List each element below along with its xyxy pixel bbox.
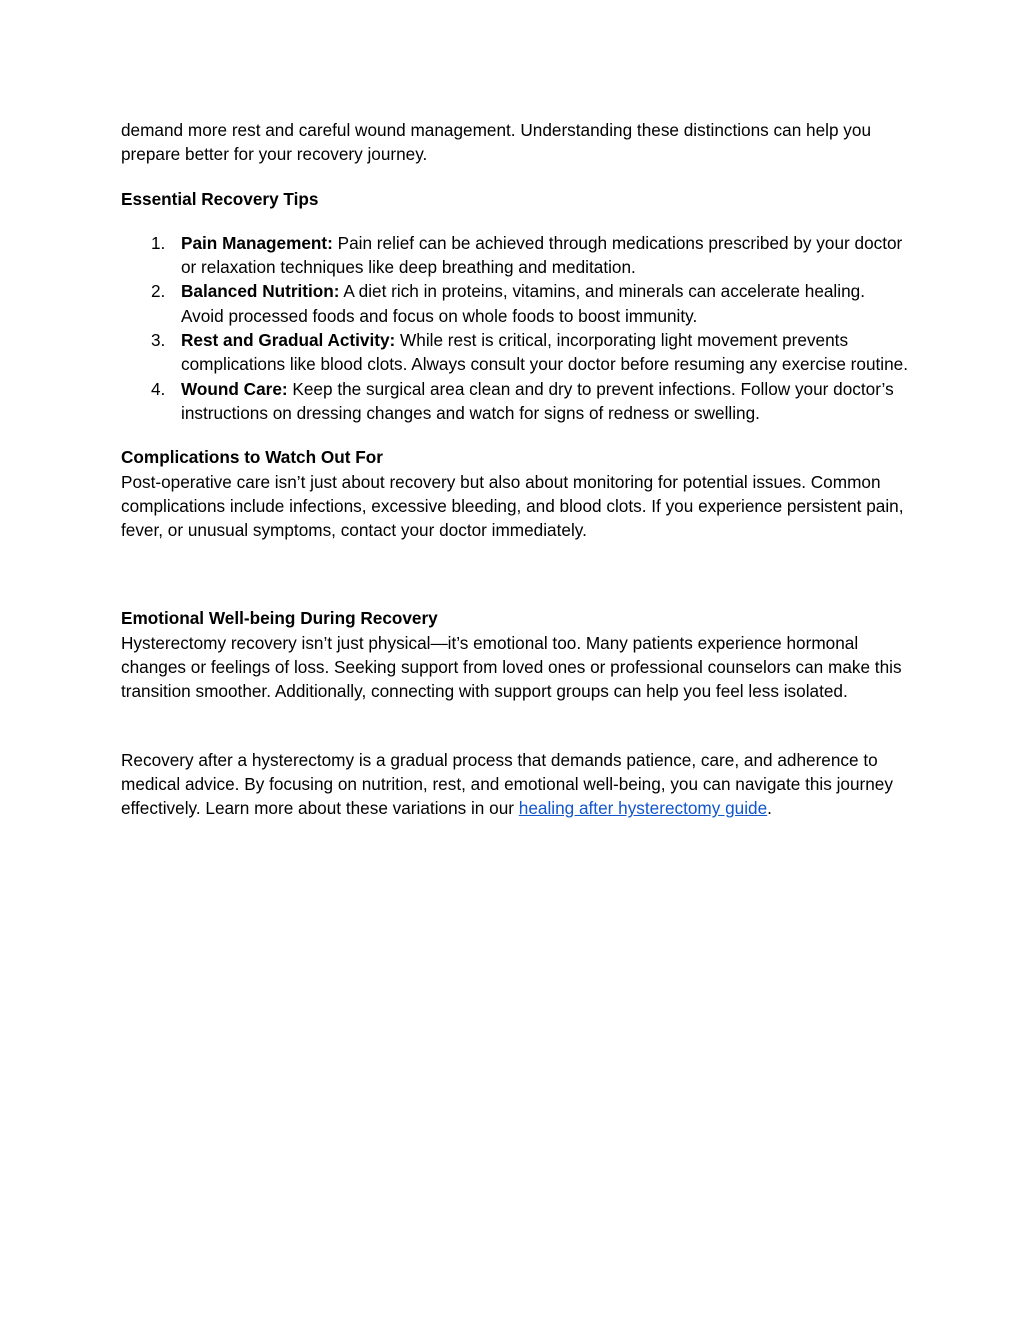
list-item-term: Balanced Nutrition: <box>181 281 340 302</box>
tips-heading: Essential Recovery Tips <box>121 188 319 209</box>
list-item <box>121 377 911 426</box>
list-item-term: Pain Management: <box>181 232 333 253</box>
list-item-text: Pain relief can be achieved through medications prescribed by your doctor or relaxation techniques like deep breathing and meditation. <box>181 232 903 278</box>
healing-guide-link[interactable]: healing after hysterectomy guide <box>518 798 768 819</box>
emotional-paragraph: Hysterectomy recovery isn’t just physical—it’s emotional too. Many patients experience hormonal changes or feelings of loss. Seeking support from loved ones or professional counselors can make this transition smoother. Additionally, connecting with support groups can help you feel less isolated. <box>121 632 902 702</box>
closing-paragraph <box>121 748 911 821</box>
list-item-number: 1. <box>151 232 166 253</box>
list-item <box>121 279 911 328</box>
emotional-heading: Emotional Well-being During Recovery <box>121 608 438 629</box>
list-item-text: A diet rich in proteins, vitamins, and minerals can accelerate healing. Avoid processed foods and focus on whole foods to boost immunity. <box>181 281 865 326</box>
list-item <box>121 328 911 377</box>
closing-text: Recovery after a hysterectomy is a gradual process that demands patience, care, and adherence to medical advice. By focusing on nutrition, rest, and emotional well-being, you can navigate this journey effectively. Learn more about these variations in our <box>121 749 893 819</box>
list-item-term: Rest and Gradual Activity: <box>181 330 396 351</box>
list-item-text: While rest is critical, incorporating light movement prevents complications like blood clots. Always consult your doctor before resuming any exercise routine. <box>181 330 909 375</box>
complications-heading: Complications to Watch Out For <box>121 447 383 468</box>
closing-period: . <box>767 798 772 819</box>
list-item-text: Keep the surgical area clean and dry to prevent infections. Follow your doctor’s instructions on dressing changes and watch for signs of redness or swelling. <box>181 378 894 423</box>
list-item-number: 4. <box>151 378 166 399</box>
intro-paragraph: demand more rest and careful wound management. Understanding these distinctions can help you prepare better for your recovery journey. <box>121 120 872 165</box>
list-item-term: Wound Care: <box>181 378 288 399</box>
list-item <box>121 231 911 280</box>
tips-list <box>121 231 911 425</box>
list-item-number: 3. <box>151 330 166 351</box>
document-page <box>121 118 911 821</box>
complications-paragraph: Post-operative care isn’t just about recovery but also about monitoring for potential issues. Common complications include infections, excessive bleeding, and blood clots. If you experience persistent pain, fever, or unusual symptoms, contact your doctor immediately. <box>121 471 904 541</box>
list-item-number: 2. <box>151 281 166 302</box>
